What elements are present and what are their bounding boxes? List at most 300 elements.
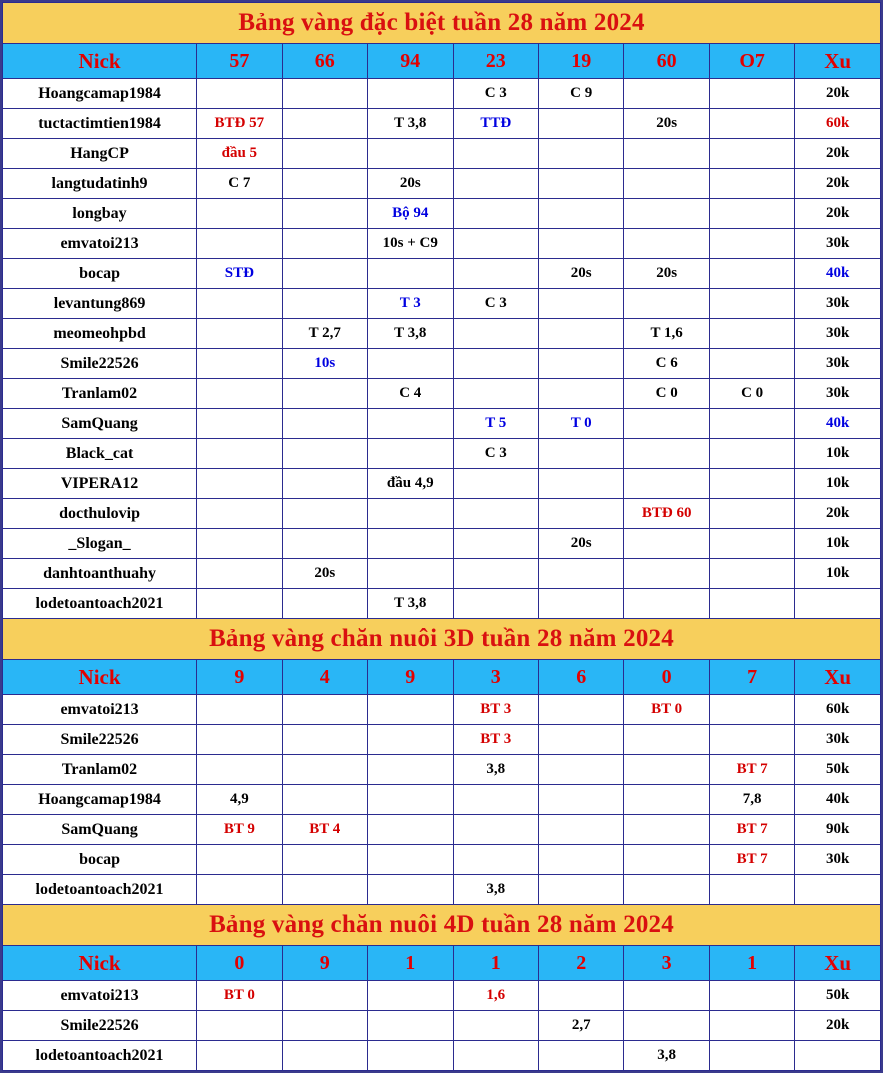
xu-cell: 60k (795, 695, 881, 725)
golden-board-table (2, 2, 881, 1071)
section-title-row (3, 3, 881, 44)
result-cell: BT 3 (453, 725, 538, 755)
xu-cell: 50k (795, 981, 881, 1011)
result-cell (624, 229, 709, 259)
result-cell: C 6 (624, 349, 709, 379)
result-cell (453, 229, 538, 259)
result-cell: đầu 5 (197, 139, 282, 169)
result-cell (368, 439, 453, 469)
header-nick: Nick (3, 44, 197, 79)
nick-cell: emvatoi213 (3, 695, 197, 725)
result-cell (538, 725, 623, 755)
table-row (3, 755, 881, 785)
result-cell (282, 1011, 367, 1041)
result-cell (453, 169, 538, 199)
header-number-4: 23 (453, 44, 538, 79)
table-row (3, 695, 881, 725)
header-number-1: 0 (197, 946, 282, 981)
result-cell (538, 875, 623, 905)
table-row (3, 1011, 881, 1041)
header-number-3: 9 (368, 660, 453, 695)
nick-cell: VIPERA12 (3, 469, 197, 499)
header-number-1: 57 (197, 44, 282, 79)
xu-cell: 30k (795, 845, 881, 875)
result-cell (538, 815, 623, 845)
result-cell: T 3,8 (368, 589, 453, 619)
result-cell: BT 4 (282, 815, 367, 845)
result-cell (624, 755, 709, 785)
nick-cell: SamQuang (3, 815, 197, 845)
result-cell (197, 725, 282, 755)
table-row (3, 259, 881, 289)
table-row (3, 379, 881, 409)
xu-cell: 20k (795, 79, 881, 109)
result-cell (197, 229, 282, 259)
nick-cell: tuctactimtien1984 (3, 109, 197, 139)
result-cell: C 0 (709, 379, 794, 409)
result-cell (624, 169, 709, 199)
result-cell (368, 1011, 453, 1041)
result-cell (538, 589, 623, 619)
result-cell (368, 139, 453, 169)
result-cell (624, 1011, 709, 1041)
result-cell (282, 139, 367, 169)
header-xu: Xu (795, 660, 881, 695)
table-row (3, 529, 881, 559)
result-cell (197, 439, 282, 469)
result-cell: 20s (538, 259, 623, 289)
result-cell (453, 815, 538, 845)
result-cell (709, 409, 794, 439)
result-cell (538, 379, 623, 409)
header-number-6: 60 (624, 44, 709, 79)
nick-cell: Hoangcamap1984 (3, 79, 197, 109)
header-number-7: 1 (709, 946, 794, 981)
table-row (3, 439, 881, 469)
result-cell (197, 199, 282, 229)
result-cell: BT 7 (709, 815, 794, 845)
result-cell (282, 169, 367, 199)
table-row (3, 559, 881, 589)
xu-cell: 30k (795, 289, 881, 319)
table-row (3, 409, 881, 439)
result-cell (538, 469, 623, 499)
result-cell (624, 589, 709, 619)
result-cell: BT 9 (197, 815, 282, 845)
result-cell (282, 981, 367, 1011)
header-number-4: 3 (453, 660, 538, 695)
result-cell: BTĐ 60 (624, 499, 709, 529)
result-cell (709, 169, 794, 199)
result-cell (368, 559, 453, 589)
table-row (3, 229, 881, 259)
header-number-5: 19 (538, 44, 623, 79)
result-cell (282, 785, 367, 815)
result-cell (282, 289, 367, 319)
result-cell: 3,8 (453, 755, 538, 785)
result-cell (453, 529, 538, 559)
result-cell (368, 875, 453, 905)
table-row (3, 785, 881, 815)
result-cell (368, 409, 453, 439)
result-cell: T 1,6 (624, 319, 709, 349)
result-cell: C 0 (624, 379, 709, 409)
result-cell: T 3,8 (368, 109, 453, 139)
result-cell (368, 695, 453, 725)
result-cell (538, 289, 623, 319)
result-cell (709, 725, 794, 755)
result-cell (624, 529, 709, 559)
nick-cell: lodetoantoach2021 (3, 1041, 197, 1071)
result-cell (453, 259, 538, 289)
result-cell: 3,8 (624, 1041, 709, 1071)
result-cell (538, 499, 623, 529)
nick-cell: meomeohpbd (3, 319, 197, 349)
result-cell: 20s (538, 529, 623, 559)
nick-cell: _Slogan_ (3, 529, 197, 559)
xu-cell: 20k (795, 139, 881, 169)
result-cell (368, 79, 453, 109)
section-title-row (3, 905, 881, 946)
result-cell (368, 785, 453, 815)
result-cell (709, 499, 794, 529)
result-cell (282, 529, 367, 559)
table-row (3, 289, 881, 319)
table-row (3, 725, 881, 755)
result-cell (197, 695, 282, 725)
xu-cell: 30k (795, 229, 881, 259)
result-cell (197, 755, 282, 785)
result-cell (709, 469, 794, 499)
nick-cell: longbay (3, 199, 197, 229)
result-cell (624, 199, 709, 229)
header-xu: Xu (795, 44, 881, 79)
result-cell (368, 845, 453, 875)
xu-cell (795, 589, 881, 619)
result-cell (282, 845, 367, 875)
result-cell: T 5 (453, 409, 538, 439)
result-cell (709, 981, 794, 1011)
result-cell (538, 139, 623, 169)
xu-cell: 30k (795, 725, 881, 755)
section-title: Bảng vàng chăn nuôi 4D tuần 28 năm 2024 (3, 905, 881, 946)
result-cell (368, 815, 453, 845)
result-cell (197, 1011, 282, 1041)
result-cell (368, 529, 453, 559)
result-cell (453, 589, 538, 619)
result-cell (624, 875, 709, 905)
result-cell: C 9 (538, 79, 623, 109)
result-cell (282, 229, 367, 259)
result-cell (282, 875, 367, 905)
result-cell (453, 469, 538, 499)
result-cell (624, 289, 709, 319)
nick-cell: docthulovip (3, 499, 197, 529)
table-row (3, 589, 881, 619)
result-cell (197, 499, 282, 529)
result-cell (282, 755, 367, 785)
result-cell (624, 815, 709, 845)
table-row (3, 981, 881, 1011)
result-cell: C 4 (368, 379, 453, 409)
nick-cell: langtudatinh9 (3, 169, 197, 199)
result-cell (197, 845, 282, 875)
result-cell: BTĐ 57 (197, 109, 282, 139)
result-cell (197, 289, 282, 319)
result-cell (709, 559, 794, 589)
result-cell: TTĐ (453, 109, 538, 139)
result-cell: 20s (282, 559, 367, 589)
xu-cell: 20k (795, 169, 881, 199)
nick-cell: emvatoi213 (3, 981, 197, 1011)
xu-cell: 30k (795, 319, 881, 349)
section-title: Bảng vàng đặc biệt tuần 28 năm 2024 (3, 3, 881, 44)
result-cell (197, 559, 282, 589)
result-cell (282, 695, 367, 725)
xu-cell: 90k (795, 815, 881, 845)
result-cell (624, 981, 709, 1011)
result-cell (453, 559, 538, 589)
table-row (3, 139, 881, 169)
xu-cell: 10k (795, 439, 881, 469)
header-number-2: 9 (282, 946, 367, 981)
result-cell (624, 725, 709, 755)
result-cell (453, 199, 538, 229)
header-number-7: 7 (709, 660, 794, 695)
xu-cell: 10k (795, 469, 881, 499)
result-cell: 20s (368, 169, 453, 199)
header-number-6: 3 (624, 946, 709, 981)
result-cell (453, 319, 538, 349)
xu-cell: 20k (795, 499, 881, 529)
table-row (3, 469, 881, 499)
section-title-row (3, 619, 881, 660)
header-number-6: 0 (624, 660, 709, 695)
result-cell (624, 409, 709, 439)
table-row (3, 815, 881, 845)
header-number-7: O7 (709, 44, 794, 79)
nick-cell: SamQuang (3, 409, 197, 439)
column-header-row (3, 660, 881, 695)
result-cell: 4,9 (197, 785, 282, 815)
result-cell (282, 109, 367, 139)
result-cell (197, 469, 282, 499)
section-title: Bảng vàng chăn nuôi 3D tuần 28 năm 2024 (3, 619, 881, 660)
result-cell: 10s + C9 (368, 229, 453, 259)
result-cell (538, 109, 623, 139)
result-cell (709, 139, 794, 169)
result-cell: 20s (624, 109, 709, 139)
result-cell: 7,8 (709, 785, 794, 815)
result-cell (453, 379, 538, 409)
header-number-5: 6 (538, 660, 623, 695)
result-cell (538, 755, 623, 785)
result-cell (624, 559, 709, 589)
result-cell: 2,7 (538, 1011, 623, 1041)
xu-cell: 40k (795, 785, 881, 815)
result-cell: C 3 (453, 289, 538, 319)
result-cell (197, 409, 282, 439)
nick-cell: Tranlam02 (3, 379, 197, 409)
result-cell (368, 259, 453, 289)
result-cell (709, 319, 794, 349)
result-cell (282, 199, 367, 229)
result-cell (538, 695, 623, 725)
nick-cell: Smile22526 (3, 725, 197, 755)
nick-cell: lodetoantoach2021 (3, 875, 197, 905)
result-cell (368, 499, 453, 529)
xu-cell: 30k (795, 349, 881, 379)
result-cell (538, 199, 623, 229)
result-cell (282, 379, 367, 409)
header-nick: Nick (3, 660, 197, 695)
result-cell (709, 439, 794, 469)
result-cell (282, 409, 367, 439)
result-cell (538, 785, 623, 815)
table-row (3, 169, 881, 199)
xu-cell: 20k (795, 199, 881, 229)
nick-cell: HangCP (3, 139, 197, 169)
result-cell: Bộ 94 (368, 199, 453, 229)
result-cell (453, 499, 538, 529)
result-cell (282, 439, 367, 469)
result-cell: C 3 (453, 79, 538, 109)
result-cell (709, 259, 794, 289)
result-cell (453, 785, 538, 815)
result-cell (282, 469, 367, 499)
result-cell (709, 349, 794, 379)
xu-cell: 30k (795, 379, 881, 409)
result-cell (368, 725, 453, 755)
nick-cell: Black_cat (3, 439, 197, 469)
header-number-1: 9 (197, 660, 282, 695)
header-number-2: 66 (282, 44, 367, 79)
result-cell (709, 529, 794, 559)
xu-cell: 20k (795, 1011, 881, 1041)
result-cell (368, 981, 453, 1011)
table-row (3, 109, 881, 139)
result-cell (197, 349, 282, 379)
table-row (3, 845, 881, 875)
result-cell (453, 139, 538, 169)
result-cell: T 3 (368, 289, 453, 319)
nick-cell: bocap (3, 259, 197, 289)
result-cell (538, 349, 623, 379)
header-nick: Nick (3, 946, 197, 981)
nick-cell: Smile22526 (3, 349, 197, 379)
result-cell: C 3 (453, 439, 538, 469)
header-xu: Xu (795, 946, 881, 981)
result-cell (624, 79, 709, 109)
result-cell (282, 79, 367, 109)
result-cell (197, 319, 282, 349)
result-cell (453, 1011, 538, 1041)
result-cell (368, 755, 453, 785)
nick-cell: lodetoantoach2021 (3, 589, 197, 619)
header-number-3: 1 (368, 946, 453, 981)
result-cell: BT 7 (709, 755, 794, 785)
table-row (3, 875, 881, 905)
result-cell (282, 725, 367, 755)
xu-cell: 60k (795, 109, 881, 139)
column-header-row (3, 44, 881, 79)
result-cell (624, 469, 709, 499)
result-cell: STĐ (197, 259, 282, 289)
xu-cell: 50k (795, 755, 881, 785)
table-row (3, 349, 881, 379)
result-cell (538, 439, 623, 469)
result-cell (282, 589, 367, 619)
result-cell: BT 0 (624, 695, 709, 725)
nick-cell: danhtoanthuahy (3, 559, 197, 589)
result-cell (709, 695, 794, 725)
table-row (3, 79, 881, 109)
table-row (3, 199, 881, 229)
result-cell (538, 229, 623, 259)
result-cell: 1,6 (453, 981, 538, 1011)
result-cell: đầu 4,9 (368, 469, 453, 499)
table-row (3, 499, 881, 529)
result-cell: BT 0 (197, 981, 282, 1011)
result-cell (197, 379, 282, 409)
result-cell (624, 845, 709, 875)
table-row (3, 319, 881, 349)
nick-cell: bocap (3, 845, 197, 875)
result-cell (709, 289, 794, 319)
result-cell: C 7 (197, 169, 282, 199)
nick-cell: levantung869 (3, 289, 197, 319)
result-cell (709, 79, 794, 109)
header-number-4: 1 (453, 946, 538, 981)
result-cell: T 2,7 (282, 319, 367, 349)
result-cell: 3,8 (453, 875, 538, 905)
header-number-3: 94 (368, 44, 453, 79)
result-cell (197, 79, 282, 109)
header-number-2: 4 (282, 660, 367, 695)
column-header-row (3, 946, 881, 981)
result-cell: 10s (282, 349, 367, 379)
xu-cell: 10k (795, 559, 881, 589)
nick-cell: Hoangcamap1984 (3, 785, 197, 815)
result-cell (709, 1011, 794, 1041)
result-cell: T 3,8 (368, 319, 453, 349)
xu-cell: 10k (795, 529, 881, 559)
result-cell (538, 169, 623, 199)
result-cell: BT 7 (709, 845, 794, 875)
result-cell (624, 785, 709, 815)
result-cell (624, 439, 709, 469)
result-cell (197, 589, 282, 619)
result-cell (709, 199, 794, 229)
xu-cell (795, 875, 881, 905)
result-cell: T 0 (538, 409, 623, 439)
result-cell: BT 3 (453, 695, 538, 725)
nick-cell: Smile22526 (3, 1011, 197, 1041)
result-cell (282, 499, 367, 529)
nick-cell: Tranlam02 (3, 755, 197, 785)
result-cell: 20s (624, 259, 709, 289)
header-number-5: 2 (538, 946, 623, 981)
result-cell (538, 845, 623, 875)
result-cell (453, 349, 538, 379)
result-cell (197, 529, 282, 559)
result-cell (709, 875, 794, 905)
result-cell (624, 139, 709, 169)
xu-cell: 40k (795, 259, 881, 289)
result-cell (538, 981, 623, 1011)
result-cell (538, 319, 623, 349)
xu-cell: 40k (795, 409, 881, 439)
